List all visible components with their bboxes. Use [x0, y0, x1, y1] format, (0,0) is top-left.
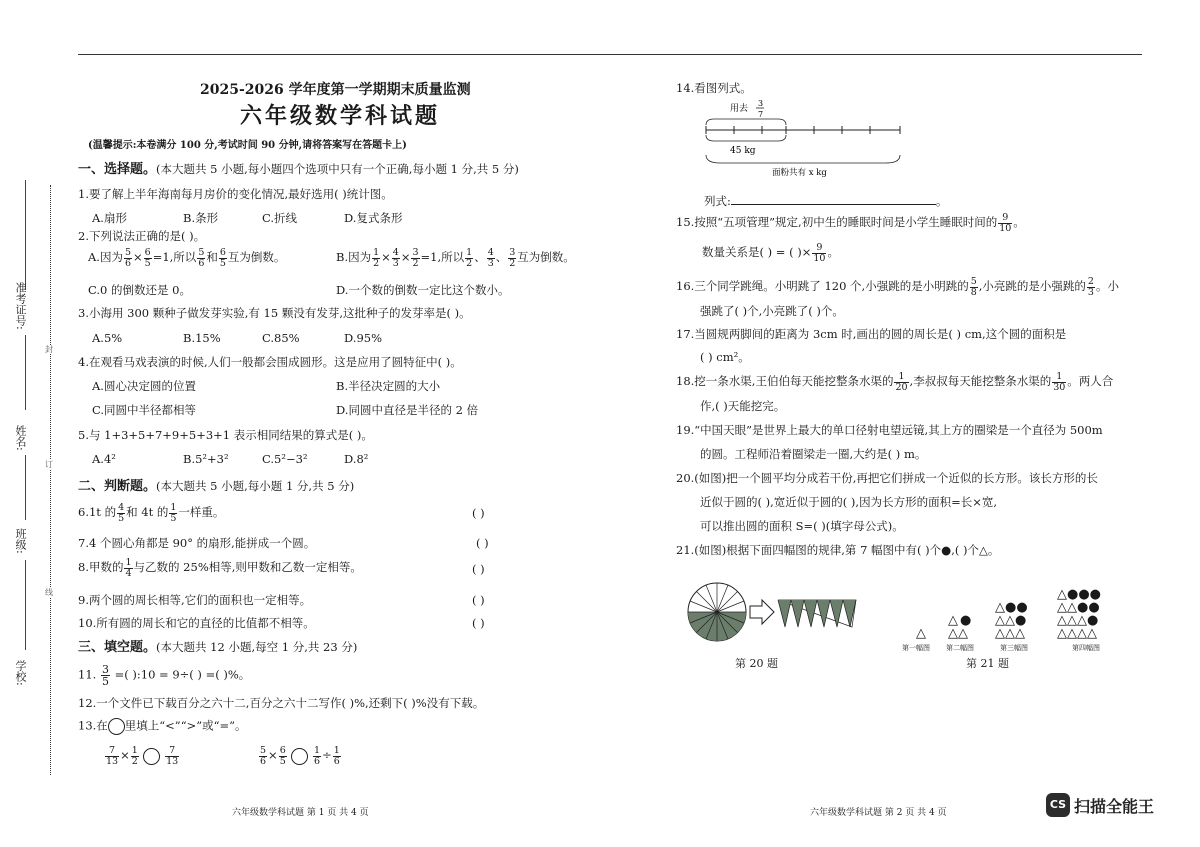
q2: 2.下列说法正确的是( )。: [78, 229, 206, 243]
section-fill: 三、填空题。(本大题共 12 小题,每空 1 分,共 23 分): [78, 640, 358, 655]
q3: 3.小海用 300 颗种子做发芽实验,有 15 颗没有发芽,这批种子的发芽率是( )。: [78, 306, 471, 320]
fig20-caption: 第 20 题: [735, 657, 778, 670]
notice: (温馨提示:本卷满分 100 分,考试时间 90 分钟,请将答案写在答题卡上): [88, 140, 407, 151]
blank-circle-icon[interactable]: [143, 748, 160, 765]
scanner-brand: [1046, 793, 1154, 817]
name-label: 姓名:: [14, 425, 27, 451]
q17: 17.当圆规两脚间的距离为 3cm 时,画出的圆的周长是( ) cm,这个圆的面积是: [676, 327, 1067, 341]
fig21-label-1: 第一幅图: [902, 644, 930, 652]
q5-option-a: A.4²: [92, 452, 116, 466]
q1-option-d: D.复式条形: [344, 211, 403, 225]
triangle-icon: △: [916, 626, 926, 641]
dotted-cut-line: [50, 185, 51, 775]
q1-option-c: C.折线: [262, 211, 298, 225]
q6: 6.1t 的 $\frac{4}{5}$ 和 4t 的 $\frac{1}{5}$ 一样重。: [78, 502, 225, 524]
q2-option-c: C.0 的倒数还是 0。: [88, 283, 191, 297]
q4-option-a: A.圆心决定圆的位置: [92, 379, 196, 393]
q5-option-d: D.8²: [344, 452, 369, 466]
q16-line2: 强跳了( )个,小亮跳了( )个。: [700, 304, 844, 318]
school-label: 学校:: [14, 660, 27, 686]
line-mark: 线: [45, 588, 53, 597]
q6-answer: ( ): [472, 506, 485, 520]
q8-answer: ( ): [472, 562, 485, 576]
footer-page-2: 六年级数学科试题 第 2 页 共 4 页: [810, 808, 947, 818]
q13-compare-1: $\frac{7}{13}$ × $\frac{1}{2}$ $\frac{7}{13}$: [106, 745, 179, 767]
q18-line2: 作,( )天能挖完。: [700, 399, 786, 413]
triangle-icon: △△●: [995, 613, 1027, 628]
section-judge: 二、判断题。(本大题共 5 小题,每小题 1 分,共 5 分): [78, 479, 355, 494]
q20-line2: 近似于圆的( ),宽近似于圆的( ),因为长方形的面积=长×宽,: [700, 495, 997, 509]
fig20-circle-to-rectangle: [684, 582, 884, 648]
exam-no-label: 准考证号:: [14, 282, 27, 330]
exam-title: 2025-2026 学年度第一学期期末质量监测: [200, 82, 471, 98]
q10: 10.所有圆的周长和它的直径的比值都不相等。: [78, 616, 315, 630]
scanner-brand-name: 扫描全能王: [1074, 796, 1155, 816]
q16: 16.三个同学跳绳。小明跳了 120 个,小强跳的是小明跳的 $\frac{5}{8}$ ,小亮跳的是小强跳的 $\frac{2}{3}$ 。小: [676, 276, 1119, 298]
q9-answer: ( ): [472, 593, 485, 607]
triangle-icon: △△: [948, 626, 968, 641]
q4-option-c: C.同圆中半径都相等: [92, 403, 197, 417]
triangle-icon: △ ●: [948, 613, 972, 628]
compare-circle-icon: [108, 718, 125, 735]
q7: 7.4 个圆心角都是 90° 的扇形,能拼成一个圆。: [78, 536, 316, 550]
q2-option-d: D.一个数的倒数一定比这个数小。: [336, 283, 510, 297]
q2-option-b: B.因为 $\frac{1}{2}$ × $\frac{4}{3}$ × $\frac{3}{2}$ =1,所以 $\frac{1}{2}$ 、 $\frac{4}{3}$ 、 $\frac{3}{2}$ 互为倒数。: [336, 247, 575, 269]
q5-option-c: C.5²−3²: [262, 452, 308, 466]
svg-text:3: 3: [758, 99, 764, 108]
q3-option-b: B.15%: [183, 331, 221, 345]
triangle-icon: △△△: [995, 626, 1025, 641]
q14-total-label: 面粉共有 x kg: [772, 168, 827, 178]
q4-option-b: B.半径决定圆的大小: [336, 379, 441, 393]
triangle-icon: △△●●: [1057, 600, 1100, 615]
q14-used-label: 用去: [730, 104, 749, 114]
q1-option-b: B.条形: [183, 211, 219, 225]
q3-option-d: D.95%: [344, 331, 383, 345]
triangle-icon: △△△△: [1057, 626, 1097, 641]
fig21-label-3: 第三幅图: [1000, 644, 1028, 652]
q4-option-d: D.同圆中直径是半径的 2 倍: [336, 403, 479, 417]
section-choice: 一、选择题。(本大题共 5 小题,每小题四个选项中只有一个正确,每小题 1 分,共 5 分): [78, 162, 519, 177]
q1: 1.要了解上半年海南每月房价的变化情况,最好选用( )统计图。: [78, 187, 393, 201]
q3-option-c: C.85%: [262, 331, 300, 345]
q21: 21.(如图)根据下面四幅图的规律,第 7 幅图中有( )个●,( )个△。: [676, 543, 1000, 557]
q5: 5.与 1+3+5+7+9+5+3+1 表示相同结果的算式是( )。: [78, 428, 373, 442]
seal-mark: 封: [45, 345, 53, 354]
q9: 9.两个圆的周长相等,它们的面积也一定相等。: [78, 593, 312, 607]
triangle-icon: △●●: [995, 600, 1028, 615]
triangle-icon: △△△●: [1057, 613, 1099, 628]
fig21-label-4: 第四幅图: [1072, 644, 1100, 652]
q12: 12.一个文件已下载百分之六十二,百分之六十二写作( )%,还剩下( )%没有下载。: [78, 696, 485, 710]
footer-page-1: 六年级数学科试题 第 1 页 共 4 页: [232, 808, 369, 818]
q11: 11. $\frac{3}{5}$ =( ):10 = 9÷( ) =( )%。: [78, 663, 251, 688]
q20-line3: 可以推出圆的面积 S=( )(填字母公式)。: [700, 519, 904, 533]
q13: 13.在 里填上“<”“>”或“=”。: [78, 718, 246, 735]
q14-kg-label: 45 kg: [730, 146, 756, 156]
q19-line2: 的圆。工程师沿着圈梁走一圈,大约是( ) m。: [700, 447, 927, 461]
q1-option-a: A.扇形: [92, 211, 127, 225]
q15: 15.按照“五项管理”规定,初中生的睡眠时间是小学生睡眠时间的 $\frac{9}{10}$ 。: [676, 212, 1025, 234]
q20: 20.(如图)把一个圆平均分成若干份,再把它们拼成一个近似的长方形。该长方形的长: [676, 471, 1098, 485]
q14: 14.看图列式。: [676, 81, 752, 95]
fig21-label-2: 第二幅图: [946, 644, 974, 652]
top-rule: [78, 54, 1142, 55]
q15-relation: 数量关系是( ) = ( )× $\frac{9}{10}$ 。: [702, 242, 839, 264]
q5-option-b: B.5²+3²: [183, 452, 229, 466]
q4: 4.在观看马戏表演的时候,人们一般都会围成圆形。这是应用了圆特征中( )。: [78, 355, 462, 369]
svg-text:7: 7: [758, 110, 764, 119]
blank-circle-icon[interactable]: [291, 748, 308, 765]
q17-line2: ( ) cm²。: [700, 350, 750, 364]
q10-answer: ( ): [472, 616, 485, 630]
ding-mark: 订: [45, 460, 53, 469]
q7-answer: ( ): [476, 536, 489, 550]
q3-option-a: A.5%: [92, 331, 123, 345]
fig21-caption: 第 21 题: [966, 657, 1009, 670]
subject-title: 六年级数学科试题: [240, 103, 441, 129]
q8: 8.甲数的 $\frac{1}{4}$ 与乙数的 25%相等,则甲数和乙数一定相等。: [78, 557, 362, 579]
triangle-icon: △●●●: [1057, 587, 1102, 602]
q13-compare-2: $\frac{5}{6}$ × $\frac{6}{5}$ $\frac{1}{6}$ ÷ $\frac{1}{6}$: [260, 745, 340, 767]
scanner-logo-icon: CS: [1046, 793, 1070, 817]
q14-segment-diagram: [700, 97, 905, 179]
q18: 18.挖一条水渠,王伯伯每天能挖整条水渠的 $\frac{1}{20}$ ,李叔叔每天能挖整条水渠的 $\frac{1}{30}$ 。两人合: [676, 371, 1114, 393]
class-label: 班级:: [14, 528, 27, 554]
q14-equation: 列式: 。: [704, 194, 948, 208]
q19: 19.“中国天眼”是世界上最大的单口径射电望远镜,其上方的圈梁是一个直径为 500m: [676, 423, 1103, 437]
q2-option-a: A.因为 $\frac{5}{6}$ × $\frac{6}{5}$ =1,所以 $\frac{5}{6}$ 和 $\frac{6}{5}$ 互为倒数。: [88, 247, 286, 269]
